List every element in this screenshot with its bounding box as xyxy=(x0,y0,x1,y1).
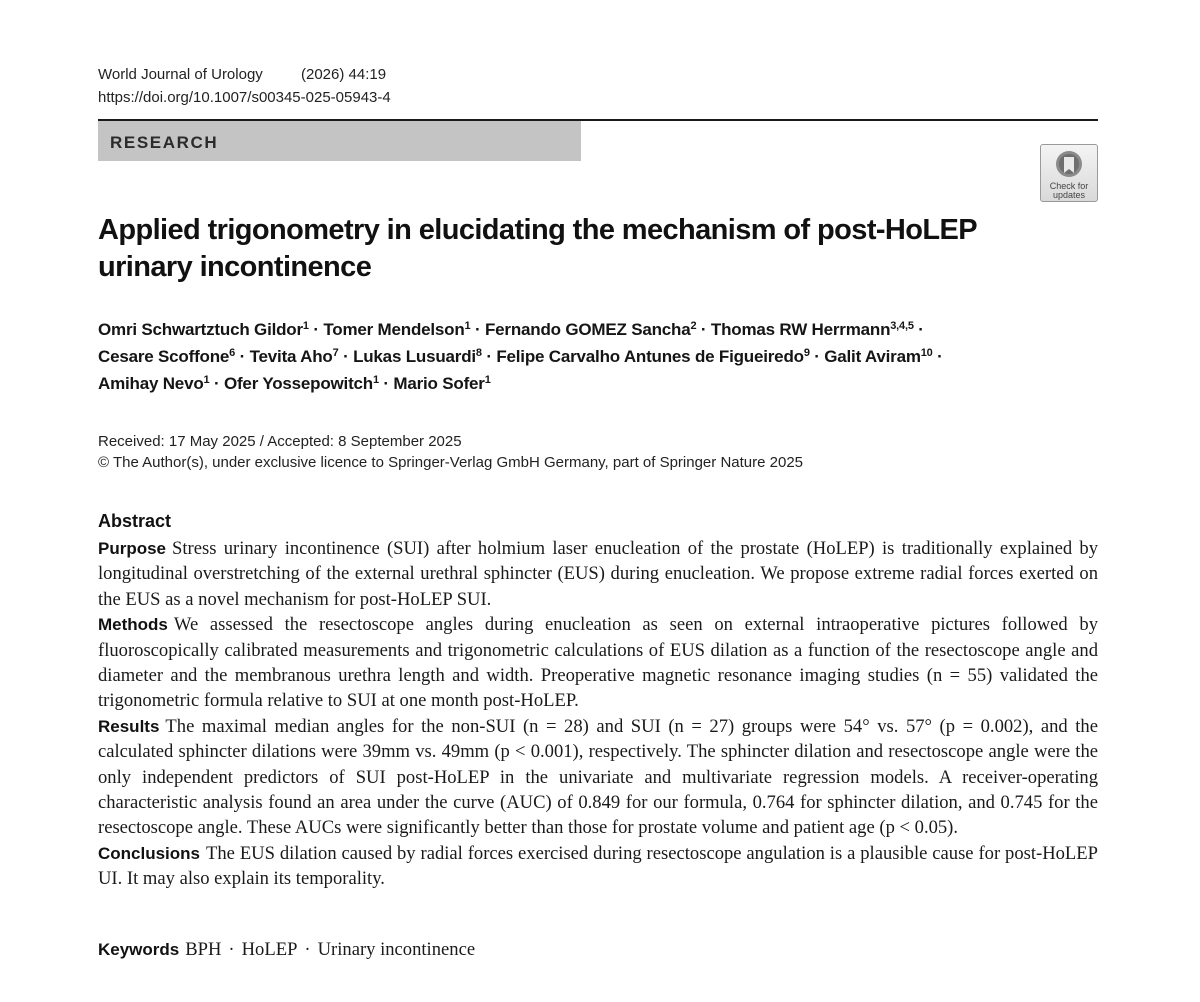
author-name[interactable]: Tomer Mendelson xyxy=(323,320,465,339)
keyword-separator: · xyxy=(228,939,235,960)
author-affiliation: 1 xyxy=(203,374,210,386)
keyword[interactable]: HoLEP xyxy=(241,939,298,960)
abstract-heading: Abstract xyxy=(98,511,172,531)
author-name[interactable]: Mario Sofer xyxy=(393,374,485,393)
author-name[interactable]: Felipe Carvalho Antunes de Figueiredo xyxy=(496,347,804,366)
copyright-line: © The Author(s), under exclusive licence to Springer-Verlag GmbH Germany, part of Springer Nature 2025 xyxy=(98,454,803,471)
author-name[interactable]: Ofer Yossepowitch xyxy=(223,374,373,393)
abstract-results xyxy=(98,714,1098,841)
abstract-purpose xyxy=(98,536,1098,612)
author-list: Omri Schwartztuch Gildor$^1$ · Tomer Mendelson$^1$ · Fernando GOMEZ Sancha$^2$ · Thomas RW Herrmann$^{3,4,5}$ · Cesare Scoffone$^6$ · Tevita Aho$^7$ · Lukas Lusuardi$^8$ · Felipe Carvalho Antunes de Figueiredo$^9$ · Galit Aviram$^{10}$ · Amihay Nevo$^1$ · Ofer Yossepowitch$^1$ · Mario Sofer$^1$ xyxy=(98,320,943,393)
bookmark-check-icon xyxy=(1052,150,1086,180)
journal-volume: (2026) 44:19 xyxy=(301,66,387,83)
author-affiliation: 2 xyxy=(690,320,697,332)
author-name[interactable]: Lukas Lusuardi xyxy=(353,347,476,366)
keywords-label: Keywords xyxy=(98,940,180,959)
methods-label: Methods xyxy=(98,615,168,635)
results-text: The maximal median angles for the non-SUI (n = 28) and SUI (n = 27) groups were 54° vs. 57° (p = 0.002), and the calculated sphincter dilations were 39mm vs. 49mm (p < 0.001), respectively. The sphincter dilation and resectoscope angle were the only independent predictors of SUI post-HoLEP in the univariate and multivariate regression models. A receiver-operating characteristic analysis found an area under the curve (AUC) of 0.849 for our formula, 0.764 for sphincter dilation, and 0.745 for the resectoscope angle. These AUCs were significantly better than those for prostate volume and patient age (p < 0.05). xyxy=(98,715,1098,839)
article-title: Applied trigonometry in elucidating the mechanism of post-HoLEP urinary incontinence xyxy=(98,214,977,283)
author-name[interactable]: Fernando GOMEZ Sancha xyxy=(484,320,691,339)
keyword[interactable]: BPH xyxy=(185,939,222,960)
author-affiliation: 1 xyxy=(484,374,491,386)
author-affiliation: 9 xyxy=(803,347,810,359)
author-affiliation: 7 xyxy=(332,347,339,359)
abstract-methods xyxy=(98,612,1098,714)
author-name[interactable]: Omri Schwartztuch Gildor xyxy=(98,320,303,339)
author-name[interactable]: Thomas RW Herrmann xyxy=(710,320,891,339)
journal-citation xyxy=(98,65,386,85)
conclusions-text: The EUS dilation caused by radial forces exercised during resectoscope angulation is a plausible cause for post-HoLEP UI. It may also explain its temporality. xyxy=(98,842,1098,890)
author-affiliation: 8 xyxy=(475,347,482,359)
keyword-separator: · xyxy=(304,939,311,960)
abstract-body xyxy=(98,536,1098,892)
abstract-conclusions xyxy=(98,841,1098,892)
badge-line-1: Check for xyxy=(1049,181,1089,191)
author-affiliation: 10 xyxy=(920,347,933,359)
results-label: Results xyxy=(98,716,160,736)
author-name[interactable]: Amihay Nevo xyxy=(98,374,204,393)
author-affiliation: 1 xyxy=(372,374,379,386)
author-name[interactable]: Tevita Aho xyxy=(249,347,333,366)
author-affiliation: 1 xyxy=(464,320,471,332)
received-accepted: Received: 17 May 2025 / Accepted: 8 September 2025 xyxy=(98,433,462,450)
article-type-label: RESEARCH xyxy=(98,121,581,161)
keywords xyxy=(98,939,475,961)
badge-line-2: updates xyxy=(1052,190,1086,200)
purpose-text: Stress urinary incontinence (SUI) after holmium laser enucleation of the prostate (HoLEP) is traditionally explained by longitudinal overstretching of the external urethral sphincter (EUS) during enucleation. We propose extreme radial forces exerted on the EUS as a novel mechanism for post-HoLEP SUI. xyxy=(98,538,1098,610)
check-for-updates-badge[interactable] xyxy=(1040,144,1098,202)
conclusions-label: Conclusions xyxy=(98,843,201,863)
author-name[interactable]: Cesare Scoffone xyxy=(98,347,230,366)
author-name[interactable]: Galit Aviram xyxy=(824,347,921,366)
author-affiliation: 3,4,5 xyxy=(890,320,914,332)
journal-name: World Journal of Urology xyxy=(98,66,263,83)
doi-link[interactable]: https://doi.org/10.1007/s00345-025-05943-4 xyxy=(98,89,391,106)
purpose-label: Purpose xyxy=(98,539,167,558)
author-affiliation: 6 xyxy=(229,347,236,359)
author-affiliation: 1 xyxy=(302,320,309,332)
publication-dates xyxy=(98,431,803,473)
keyword[interactable]: Urinary incontinence xyxy=(317,939,476,960)
methods-text: We assessed the resectoscope angles during enucleation as seen on external intraoperative pictures followed by fluoroscopically calibrated measurements and trigonometric calculations of EUS dilation as a function of the resectoscope angle and diameter and the membranous urethra length and width. Preoperative magnetic resonance imaging studies (n = 55) validated the trigonometric formula relative to SUI at one month post-HoLEP. xyxy=(98,614,1098,712)
